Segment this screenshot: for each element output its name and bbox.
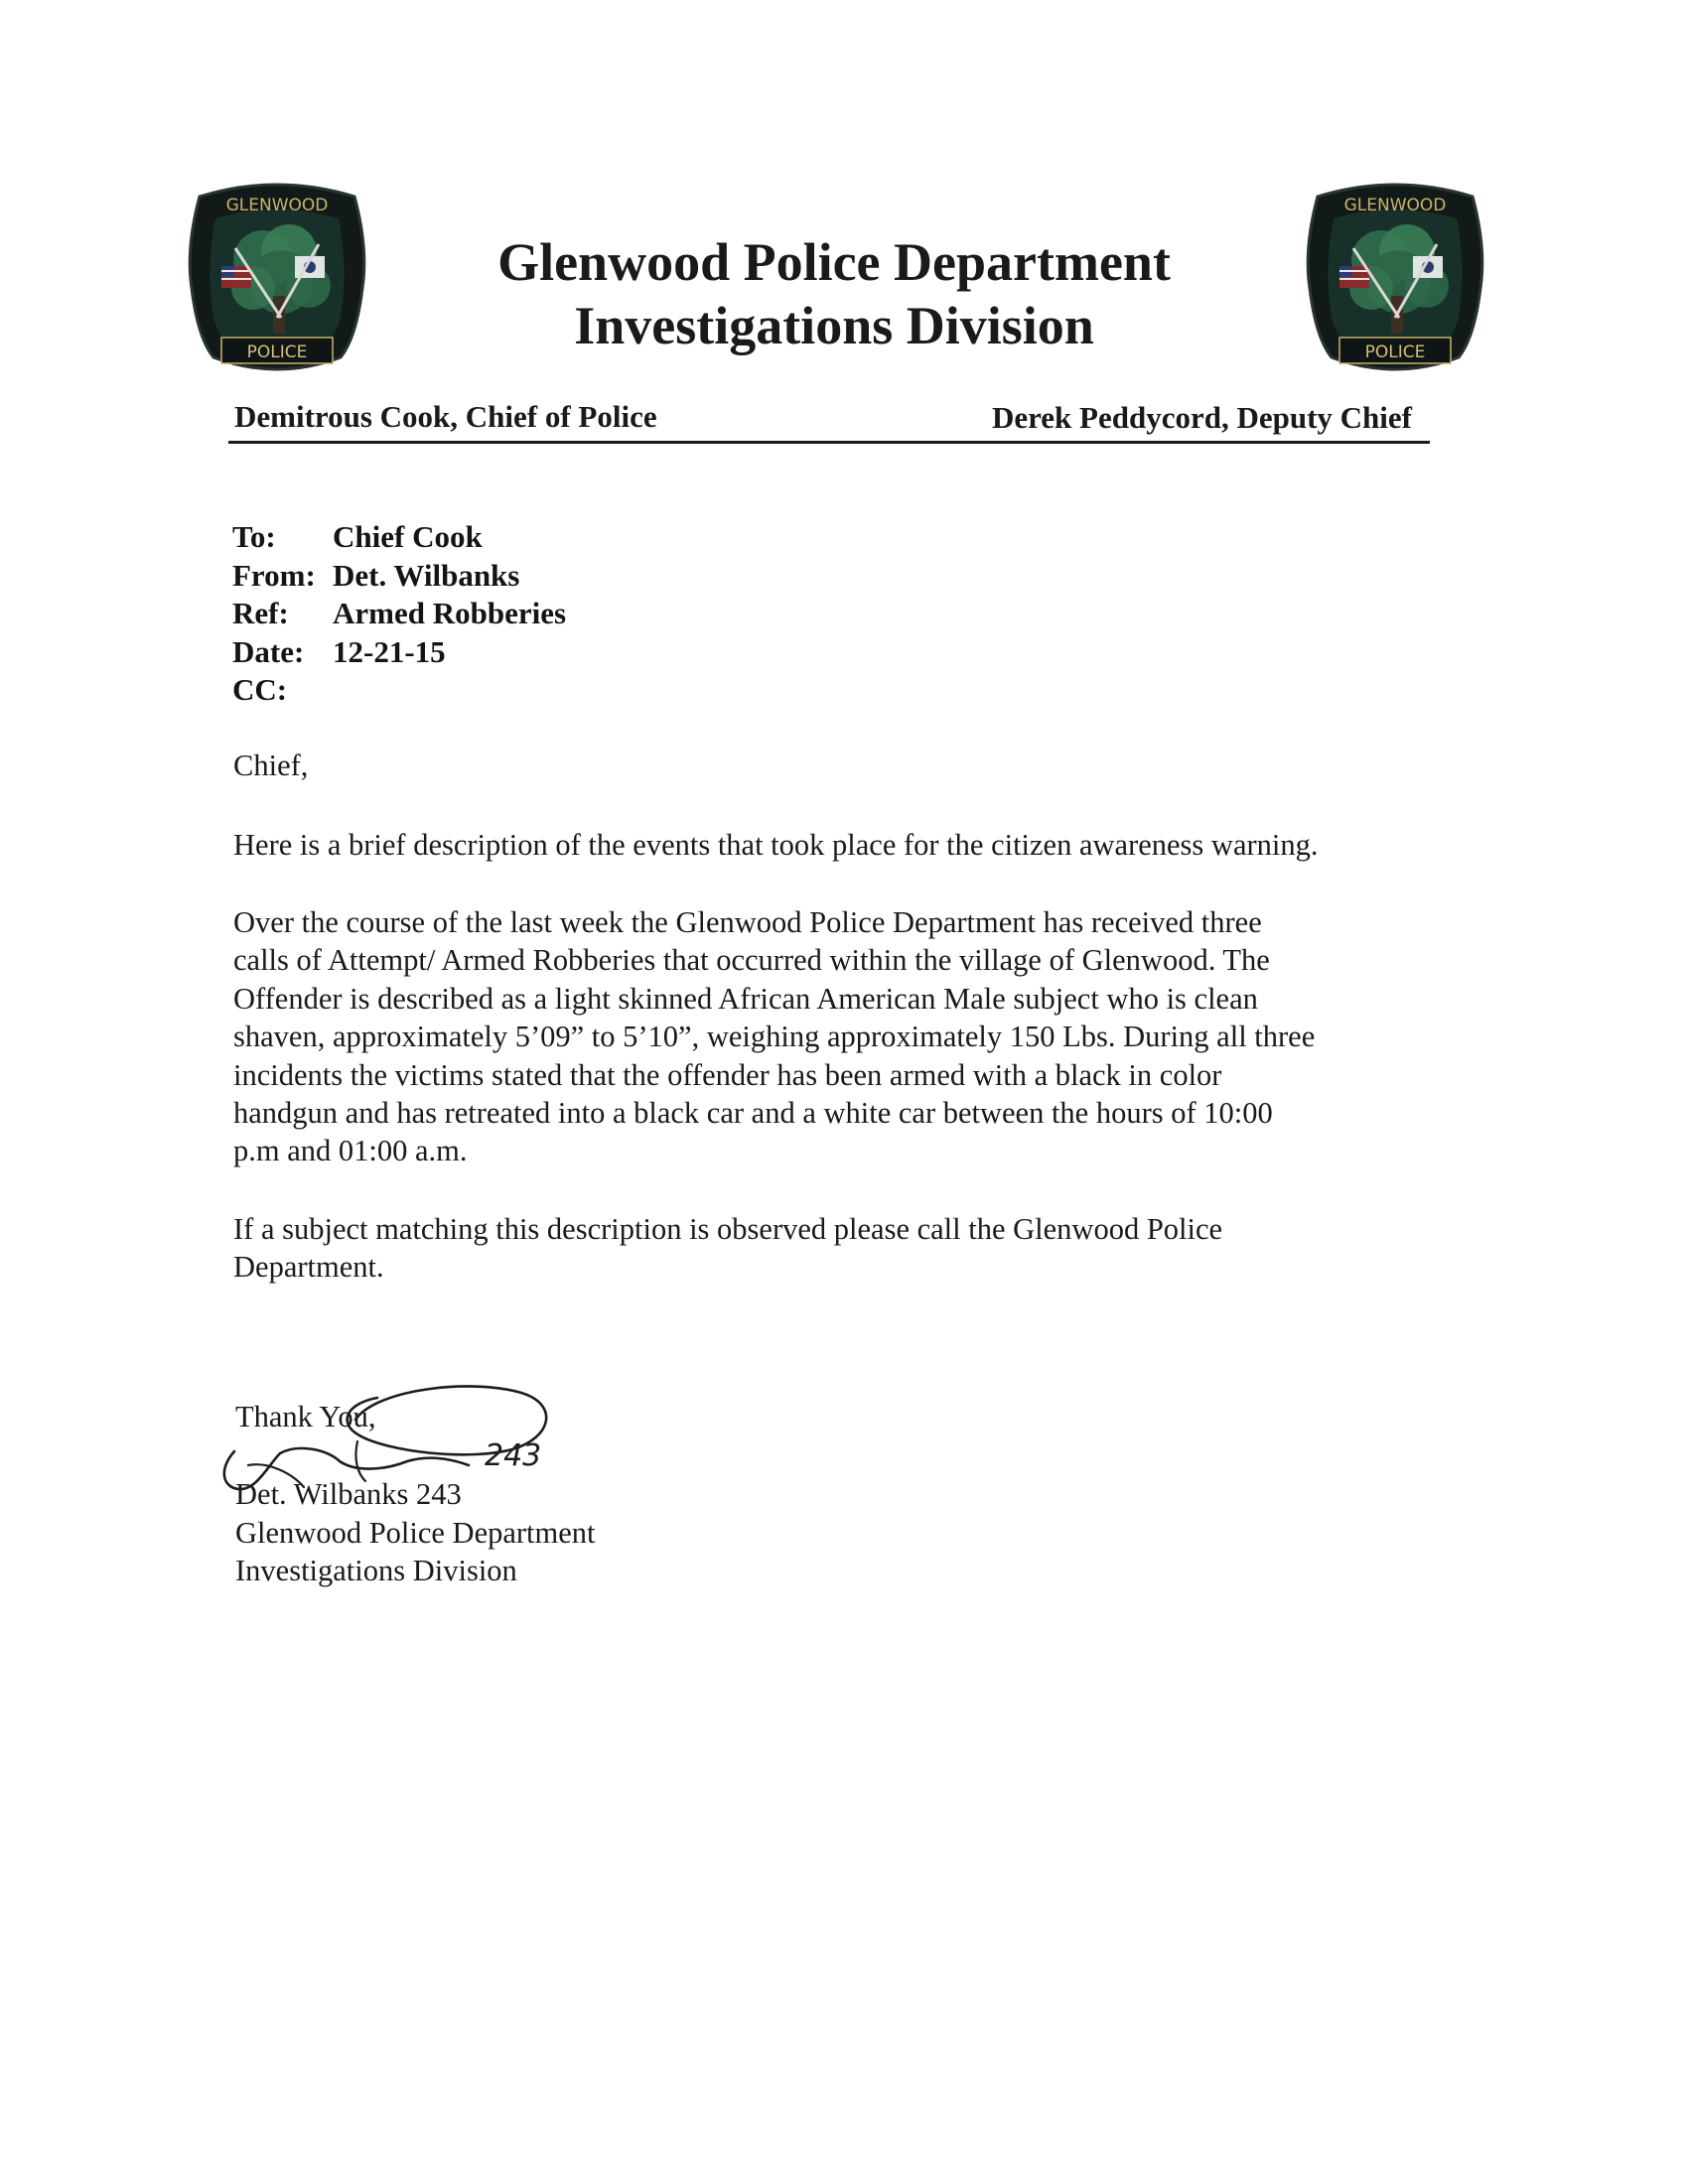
signer-name: Det. Wilbanks 243 xyxy=(235,1477,462,1511)
svg-text:GLENWOOD: GLENWOOD xyxy=(225,196,329,215)
memo-from-value: Det. Wilbanks xyxy=(333,557,520,593)
paragraph-request xyxy=(233,1210,1455,1287)
paragraph-line: handgun and has retreated into a black car and a white car between the hours of 10:00 xyxy=(233,1095,1273,1130)
paragraph-line: Offender is described as a light skinned African American Male subject who is clean xyxy=(233,981,1258,1016)
closing-thanks: Thank You, xyxy=(235,1400,376,1433)
memo-header xyxy=(232,518,566,710)
paragraph-line: incidents the victims stated that the offender has been armed with a black in color xyxy=(233,1057,1222,1092)
signer-division: Investigations Division xyxy=(235,1554,517,1587)
memo-to-value: Chief Cook xyxy=(333,519,483,554)
officials-line xyxy=(230,397,1426,445)
svg-text:GLENWOOD: GLENWOOD xyxy=(1343,196,1447,215)
memo-ref-label: Ref: xyxy=(232,596,289,630)
paragraph-description xyxy=(233,903,1455,1170)
salutation xyxy=(233,747,1455,784)
svg-text:POLICE: POLICE xyxy=(1364,342,1426,362)
paragraph-line: calls of Attempt/ Armed Robberies that occurred within the village of Glenwood. The xyxy=(233,943,1270,978)
memo-ref-value: Armed Robberies xyxy=(333,596,567,630)
memo-from-row xyxy=(232,557,566,596)
letterhead-title xyxy=(377,230,1291,357)
deputy-chief: Derek Peddycord, Deputy Chief xyxy=(991,400,1412,435)
division-name: Investigations Division xyxy=(574,296,1094,355)
salutation-text: Chief, xyxy=(233,749,309,782)
memo-cc-row xyxy=(232,671,566,710)
signature-block xyxy=(235,1475,596,1590)
memo-date-value: 12-21-15 xyxy=(333,633,446,669)
memo-to-label: To: xyxy=(232,519,276,554)
signer-department: Glenwood Police Department xyxy=(235,1515,596,1550)
header-divider xyxy=(228,441,1430,444)
paragraph-line: p.m and 01:00 a.m. xyxy=(233,1134,468,1168)
memo-ref-row xyxy=(232,595,566,633)
paragraph-intro xyxy=(233,826,1455,864)
paragraph-intro-text: Here is a brief description of the events that took place for the citizen awareness warning. xyxy=(233,828,1319,862)
paragraph-line: Over the course of the last week the Glenwood Police Department has received three xyxy=(233,905,1262,939)
memo-to-row xyxy=(232,518,566,557)
svg-text:POLICE: POLICE xyxy=(246,342,308,362)
memo-from-label: From: xyxy=(232,557,316,593)
svg-text:243: 243 xyxy=(485,1438,542,1473)
police-badge-right-icon xyxy=(1304,179,1486,377)
chief-of-police: Demitrous Cook, Chief of Police xyxy=(234,399,657,434)
police-badge-left-icon xyxy=(186,179,368,377)
memo-date-label: Date: xyxy=(232,633,305,669)
memo-date-row xyxy=(232,633,566,672)
paragraph-line: If a subject matching this description is observed please call the Glenwood Police xyxy=(233,1212,1223,1246)
department-name: Glenwood Police Department xyxy=(497,232,1171,292)
memo-cc-label: CC: xyxy=(232,672,288,707)
paragraph-line: Department. xyxy=(233,1250,384,1285)
paragraph-line: shaven, approximately 5’09” to 5’10”, weighing approximately 150 Lbs. During all three xyxy=(233,1020,1316,1054)
